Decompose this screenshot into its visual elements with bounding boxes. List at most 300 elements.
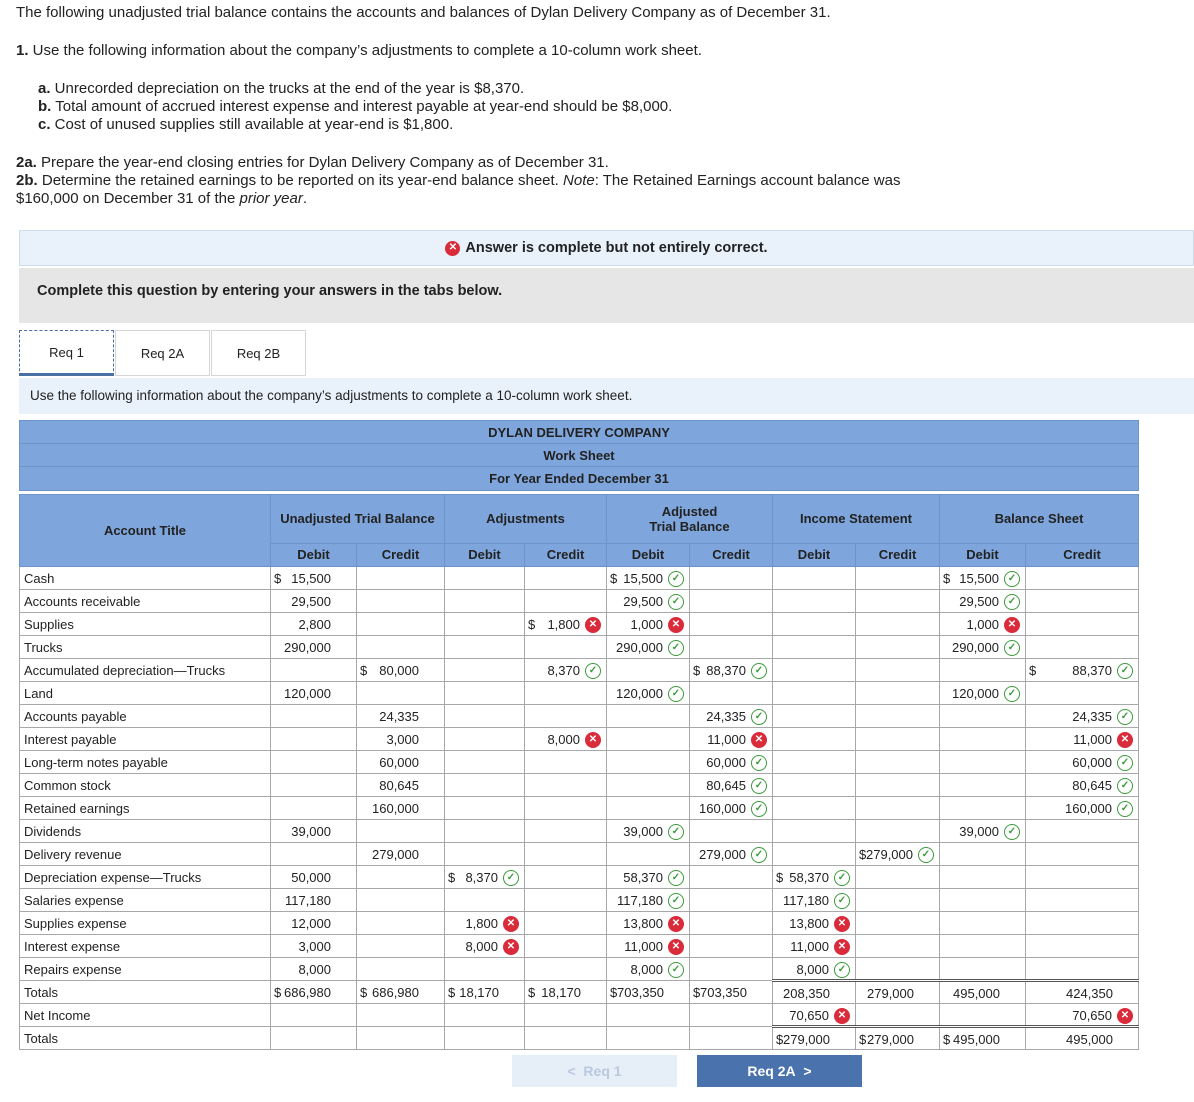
- amount-cell: [357, 613, 445, 636]
- amount-cell: [940, 866, 1026, 889]
- amount-value: 8,000: [630, 962, 663, 977]
- table-row: [20, 1027, 1139, 1050]
- table-row: [20, 728, 1139, 751]
- account-title: Interest payable: [20, 728, 271, 751]
- amount-value: 279,000: [372, 847, 419, 862]
- amount-cell[interactable]: [271, 567, 357, 590]
- amount-value: 24,335: [706, 709, 746, 724]
- amount-value: 88,370: [706, 663, 746, 678]
- amount-value: 495,000: [1066, 1032, 1113, 1047]
- amount-value: 1,800: [465, 916, 498, 931]
- amount-value: 24,335: [379, 709, 419, 724]
- credit-header: Credit: [856, 543, 940, 566]
- amount-value: 279,000: [867, 986, 914, 1001]
- dollar-sign: $: [274, 571, 282, 586]
- amount-cell: [357, 636, 445, 659]
- amount-cell[interactable]: [607, 682, 690, 705]
- amount-cell: [690, 820, 773, 843]
- amount-cell: [525, 866, 607, 889]
- amount-value: 3,000: [386, 732, 419, 747]
- amount-value: 290,000: [284, 640, 331, 655]
- amount-cell: [773, 751, 856, 774]
- amount-cell: [1026, 912, 1139, 935]
- dollar-sign: $: [776, 1032, 784, 1047]
- dollar-sign: $: [528, 985, 536, 1000]
- amount-value: 58,370: [623, 870, 663, 885]
- table-row: [20, 659, 1139, 682]
- table-row: [20, 889, 1139, 912]
- amount-cell[interactable]: [525, 613, 607, 636]
- amount-value: 120,000: [284, 686, 331, 701]
- amount-cell[interactable]: [773, 1004, 856, 1027]
- account-title: Retained earnings: [20, 797, 271, 820]
- amount-value: 3,000: [298, 939, 331, 954]
- amount-cell: [271, 774, 357, 797]
- incorrect-x-icon: ✕: [751, 732, 767, 748]
- amount-cell[interactable]: [271, 889, 357, 912]
- amount-cell: [1026, 590, 1139, 613]
- amount-cell[interactable]: [940, 1027, 1026, 1050]
- amount-value: 39,000: [291, 824, 331, 839]
- amount-value: 2,800: [298, 617, 331, 632]
- tab-description: Use the following information about the company’s adjustments to complete a 10-column work sheet.: [19, 378, 1194, 414]
- amount-cell: [773, 705, 856, 728]
- correct-check-icon: ✓: [1117, 663, 1133, 679]
- account-title: Delivery revenue: [20, 843, 271, 866]
- amount-cell: [525, 636, 607, 659]
- correct-check-icon: ✓: [668, 594, 684, 610]
- unadjusted-tb-header: Unadjusted Trial Balance: [271, 495, 445, 544]
- correct-check-icon: ✓: [918, 847, 934, 863]
- amount-value: 11,000: [790, 939, 829, 954]
- amount-cell[interactable]: [607, 613, 690, 636]
- dollar-sign: $: [693, 985, 701, 1000]
- correct-check-icon: ✓: [668, 962, 684, 978]
- balance-sheet-header: Balance Sheet: [940, 495, 1139, 544]
- table-row: [20, 843, 1139, 866]
- account-title: Supplies expense: [20, 912, 271, 935]
- amount-value: 11,000: [1073, 732, 1112, 747]
- amount-value: 88,370: [1072, 663, 1112, 678]
- amount-value: 160,000: [1065, 801, 1112, 816]
- amount-cell: [1026, 567, 1139, 590]
- amount-cell: [357, 820, 445, 843]
- amount-cell[interactable]: [357, 981, 445, 1004]
- amount-cell[interactable]: [773, 981, 856, 1004]
- amount-value: 8,000: [796, 962, 829, 977]
- correct-check-icon: ✓: [1117, 709, 1133, 725]
- amount-cell[interactable]: [357, 705, 445, 728]
- amount-cell[interactable]: [1026, 981, 1139, 1004]
- amount-value: 1,000: [630, 617, 663, 632]
- amount-cell[interactable]: [690, 705, 773, 728]
- amount-value: 1,800: [547, 617, 580, 632]
- amount-cell: [1026, 889, 1139, 912]
- adjusted-tb-header: Adjusted Trial Balance: [607, 495, 773, 544]
- amount-cell[interactable]: [357, 728, 445, 751]
- credit-header: Credit: [1026, 543, 1139, 566]
- amount-cell: [445, 659, 525, 682]
- amount-cell: [445, 1027, 525, 1050]
- amount-value: 703,350: [617, 985, 664, 1000]
- correct-check-icon: ✓: [1004, 594, 1020, 610]
- table-row: [20, 636, 1139, 659]
- incorrect-x-icon: ✕: [1004, 617, 1020, 633]
- table-row: [20, 797, 1139, 820]
- amount-value: 117,180: [616, 893, 663, 908]
- amount-cell[interactable]: [773, 889, 856, 912]
- amount-cell[interactable]: [940, 981, 1026, 1004]
- item-b: b. Total amount of accrued interest expense and interest payable at year-end should be $8,000.: [38, 98, 673, 115]
- amount-cell[interactable]: [1026, 659, 1139, 682]
- amount-cell: [690, 866, 773, 889]
- amount-cell: [856, 866, 940, 889]
- amount-cell[interactable]: [607, 981, 690, 1004]
- dollar-sign: $: [859, 1032, 867, 1047]
- amount-cell[interactable]: [1026, 705, 1139, 728]
- amount-cell: [357, 567, 445, 590]
- amount-cell: [773, 797, 856, 820]
- debit-header: Debit: [607, 543, 690, 566]
- amount-value: 208,350: [783, 986, 830, 1001]
- amount-value: 70,650: [1072, 1008, 1112, 1023]
- amount-cell: [856, 797, 940, 820]
- amount-cell[interactable]: [1026, 728, 1139, 751]
- account-title: Accounts receivable: [20, 590, 271, 613]
- amount-cell[interactable]: [690, 659, 773, 682]
- amount-cell: [607, 797, 690, 820]
- amount-cell[interactable]: [856, 981, 940, 1004]
- correct-check-icon: ✓: [751, 847, 767, 863]
- amount-cell: [856, 935, 940, 958]
- amount-cell[interactable]: [607, 958, 690, 981]
- amount-cell: [445, 797, 525, 820]
- amount-cell[interactable]: [856, 1027, 940, 1050]
- amount-value: 290,000: [616, 640, 663, 655]
- amount-cell[interactable]: [940, 636, 1026, 659]
- amount-cell[interactable]: [1026, 1004, 1139, 1027]
- account-title: Common stock: [20, 774, 271, 797]
- amount-cell[interactable]: [271, 682, 357, 705]
- amount-cell[interactable]: [445, 981, 525, 1004]
- amount-cell[interactable]: [357, 843, 445, 866]
- amount-cell[interactable]: [445, 935, 525, 958]
- amount-value: 8,000: [298, 962, 331, 977]
- table-row: [20, 751, 1139, 774]
- amount-cell: [445, 728, 525, 751]
- amount-cell[interactable]: [357, 659, 445, 682]
- amount-value: 11,000: [624, 939, 663, 954]
- amount-cell: [940, 912, 1026, 935]
- correct-check-icon: ✓: [1117, 755, 1133, 771]
- question-1: 1. Use the following information about the company’s adjustments to complete a 10-column work sheet.: [16, 42, 702, 59]
- amount-cell[interactable]: [271, 935, 357, 958]
- amount-cell: [607, 705, 690, 728]
- amount-cell: [856, 705, 940, 728]
- amount-value: 279,000: [783, 1032, 830, 1047]
- incorrect-x-icon: ✕: [834, 939, 850, 955]
- amount-cell[interactable]: [856, 843, 940, 866]
- amount-cell: [773, 728, 856, 751]
- amount-cell: [271, 843, 357, 866]
- correct-check-icon: ✓: [751, 755, 767, 771]
- adjustments-header: Adjustments: [445, 495, 607, 544]
- amount-cell: [525, 912, 607, 935]
- amount-cell[interactable]: [690, 728, 773, 751]
- amount-cell: [607, 1027, 690, 1050]
- amount-cell: [445, 590, 525, 613]
- tab-req-1[interactable]: Req 1: [19, 330, 114, 376]
- amount-cell: [856, 751, 940, 774]
- amount-value: 80,645: [706, 778, 746, 793]
- amount-cell: [1026, 820, 1139, 843]
- amount-cell[interactable]: [690, 981, 773, 1004]
- amount-cell[interactable]: [357, 797, 445, 820]
- amount-cell: [1026, 958, 1139, 981]
- amount-cell[interactable]: [271, 912, 357, 935]
- amount-value: 29,500: [623, 594, 663, 609]
- amount-value: 58,370: [789, 870, 829, 885]
- amount-value: 80,645: [1072, 778, 1112, 793]
- correct-check-icon: ✓: [751, 709, 767, 725]
- table-row: [20, 1004, 1139, 1027]
- amount-cell: [445, 705, 525, 728]
- question-2b: 2b. Determine the retained earnings to be reported on its year-end balance sheet. Note: The Retained Earnings account balance was: [16, 172, 901, 189]
- amount-cell[interactable]: [525, 728, 607, 751]
- incorrect-icon: ✕: [445, 241, 460, 256]
- item-c: c. Cost of unused supplies still available at year-end is $1,800.: [38, 116, 454, 133]
- amount-cell[interactable]: [773, 866, 856, 889]
- amount-cell[interactable]: [525, 659, 607, 682]
- amount-cell[interactable]: [607, 866, 690, 889]
- tab-req-2b[interactable]: Req 2B: [211, 330, 306, 376]
- amount-cell: [445, 567, 525, 590]
- amount-cell[interactable]: [271, 958, 357, 981]
- work-sheet-table: [19, 420, 1139, 1050]
- incorrect-x-icon: ✕: [503, 916, 519, 932]
- amount-cell[interactable]: [271, 590, 357, 613]
- amount-cell[interactable]: [271, 636, 357, 659]
- amount-cell: [525, 751, 607, 774]
- sheet-title: Work Sheet: [20, 444, 1139, 467]
- amount-cell: [690, 912, 773, 935]
- amount-cell: [607, 751, 690, 774]
- amount-cell[interactable]: [607, 889, 690, 912]
- dollar-sign: $: [859, 847, 867, 862]
- amount-cell[interactable]: [271, 613, 357, 636]
- amount-value: 13,800: [789, 916, 829, 931]
- amount-cell: [525, 774, 607, 797]
- amount-cell: [525, 889, 607, 912]
- amount-cell[interactable]: [607, 935, 690, 958]
- amount-cell: [1026, 866, 1139, 889]
- answer-status-banner: ✕ Answer is complete but not entirely correct.: [19, 230, 1194, 266]
- amount-value: 13,800: [623, 916, 663, 931]
- amount-cell: [773, 820, 856, 843]
- table-row: [20, 981, 1139, 1004]
- amount-cell: [525, 843, 607, 866]
- amount-cell[interactable]: [607, 912, 690, 935]
- amount-cell[interactable]: [607, 567, 690, 590]
- correct-check-icon: ✓: [1004, 571, 1020, 587]
- debit-header: Debit: [940, 543, 1026, 566]
- amount-value: 160,000: [372, 801, 419, 816]
- correct-check-icon: ✓: [1117, 801, 1133, 817]
- amount-value: 424,350: [1066, 986, 1113, 1001]
- amount-cell: [525, 797, 607, 820]
- amount-cell[interactable]: [773, 1027, 856, 1050]
- amount-cell: [525, 590, 607, 613]
- correct-check-icon: ✓: [834, 893, 850, 909]
- amount-value: 11,000: [707, 732, 746, 747]
- amount-cell: [690, 889, 773, 912]
- amount-cell[interactable]: [773, 958, 856, 981]
- account-title: Cash: [20, 567, 271, 590]
- tab-req-2a[interactable]: Req 2A: [115, 330, 210, 376]
- account-title: Dividends: [20, 820, 271, 843]
- dollar-sign: $: [448, 985, 456, 1000]
- amount-cell: [357, 958, 445, 981]
- amount-cell[interactable]: [271, 866, 357, 889]
- amount-value: 117,180: [284, 893, 331, 908]
- amount-value: 39,000: [623, 824, 663, 839]
- amount-cell[interactable]: [690, 751, 773, 774]
- amount-cell: [773, 682, 856, 705]
- amount-value: 60,000: [379, 755, 419, 770]
- amount-value: 279,000: [866, 847, 913, 862]
- amount-cell: [607, 659, 690, 682]
- amount-cell: [940, 889, 1026, 912]
- amount-value: 50,000: [291, 870, 331, 885]
- amount-cell[interactable]: [690, 774, 773, 797]
- amount-value: 12,000: [291, 916, 331, 931]
- company-name: DYLAN DELIVERY COMPANY: [20, 421, 1139, 444]
- amount-cell: [445, 889, 525, 912]
- amount-value: 29,500: [291, 594, 331, 609]
- table-row: [20, 820, 1139, 843]
- amount-cell[interactable]: [445, 866, 525, 889]
- amount-cell[interactable]: [357, 751, 445, 774]
- amount-cell[interactable]: [357, 774, 445, 797]
- amount-cell[interactable]: [1026, 774, 1139, 797]
- amount-cell: [525, 935, 607, 958]
- amount-cell: [856, 889, 940, 912]
- amount-cell: [607, 843, 690, 866]
- correct-check-icon: ✓: [668, 640, 684, 656]
- amount-cell: [525, 682, 607, 705]
- incorrect-x-icon: ✕: [668, 916, 684, 932]
- amount-cell: [357, 1004, 445, 1027]
- amount-cell: [357, 866, 445, 889]
- amount-cell: [856, 567, 940, 590]
- amount-cell: [271, 797, 357, 820]
- dollar-sign: $: [610, 571, 618, 586]
- amount-value: 120,000: [616, 686, 663, 701]
- amount-cell: [856, 912, 940, 935]
- amount-value: 24,335: [1072, 709, 1112, 724]
- amount-cell: [357, 935, 445, 958]
- account-title: Land: [20, 682, 271, 705]
- amount-cell: [940, 728, 1026, 751]
- amount-cell[interactable]: [690, 797, 773, 820]
- amount-value: 117,180: [782, 893, 829, 908]
- amount-value: 60,000: [1072, 755, 1112, 770]
- correct-check-icon: ✓: [503, 870, 519, 886]
- amount-cell[interactable]: [940, 820, 1026, 843]
- prev-req-button[interactable]: < Req 1: [512, 1055, 677, 1087]
- amount-cell[interactable]: [445, 912, 525, 935]
- amount-cell: [773, 843, 856, 866]
- dollar-sign: $: [943, 1032, 951, 1047]
- correct-check-icon: ✓: [668, 571, 684, 587]
- amount-cell[interactable]: [607, 590, 690, 613]
- amount-value: 495,000: [953, 986, 1000, 1001]
- dollar-sign: $: [528, 617, 536, 632]
- amount-value: 703,350: [700, 985, 747, 1000]
- amount-cell[interactable]: [940, 682, 1026, 705]
- amount-cell: [773, 659, 856, 682]
- amount-cell[interactable]: [525, 981, 607, 1004]
- amount-cell: [940, 774, 1026, 797]
- amount-cell: [357, 682, 445, 705]
- table-row: [20, 682, 1139, 705]
- table-row: [20, 613, 1139, 636]
- amount-value: 15,500: [291, 571, 331, 586]
- amount-cell: [445, 636, 525, 659]
- amount-cell[interactable]: [690, 843, 773, 866]
- correct-check-icon: ✓: [585, 663, 601, 679]
- amount-cell: [271, 1027, 357, 1050]
- next-req-button[interactable]: Req 2A >: [697, 1055, 862, 1087]
- amount-value: 15,500: [623, 571, 663, 586]
- amount-cell[interactable]: [1026, 797, 1139, 820]
- dollar-sign: $: [776, 870, 784, 885]
- amount-value: 29,500: [959, 594, 999, 609]
- dollar-sign: $: [274, 985, 282, 1000]
- amount-cell[interactable]: [607, 636, 690, 659]
- amount-cell: [690, 1004, 773, 1027]
- amount-cell[interactable]: [940, 613, 1026, 636]
- account-title: Accounts payable: [20, 705, 271, 728]
- amount-cell: [271, 728, 357, 751]
- amount-cell: [271, 659, 357, 682]
- debit-header: Debit: [773, 543, 856, 566]
- item-a: a. Unrecorded depreciation on the trucks at the end of the year is $8,370.: [38, 80, 525, 97]
- amount-cell: [445, 613, 525, 636]
- amount-cell: [1026, 636, 1139, 659]
- amount-value: 18,170: [459, 985, 499, 1000]
- amount-cell[interactable]: [940, 567, 1026, 590]
- amount-cell[interactable]: [773, 912, 856, 935]
- amount-cell[interactable]: [271, 820, 357, 843]
- correct-check-icon: ✓: [1117, 778, 1133, 794]
- amount-value: 18,170: [541, 985, 581, 1000]
- account-title-header: Account Title: [20, 495, 271, 567]
- amount-cell: [445, 682, 525, 705]
- amount-cell[interactable]: [940, 590, 1026, 613]
- table-row: [20, 958, 1139, 981]
- amount-cell: [773, 590, 856, 613]
- amount-cell: [773, 613, 856, 636]
- amount-cell[interactable]: [607, 820, 690, 843]
- amount-cell[interactable]: [1026, 1027, 1139, 1050]
- amount-cell[interactable]: [1026, 751, 1139, 774]
- credit-header: Credit: [357, 543, 445, 566]
- table-row: [20, 590, 1139, 613]
- account-title: Totals: [20, 1027, 271, 1050]
- amount-cell[interactable]: [773, 935, 856, 958]
- amount-cell[interactable]: [271, 981, 357, 1004]
